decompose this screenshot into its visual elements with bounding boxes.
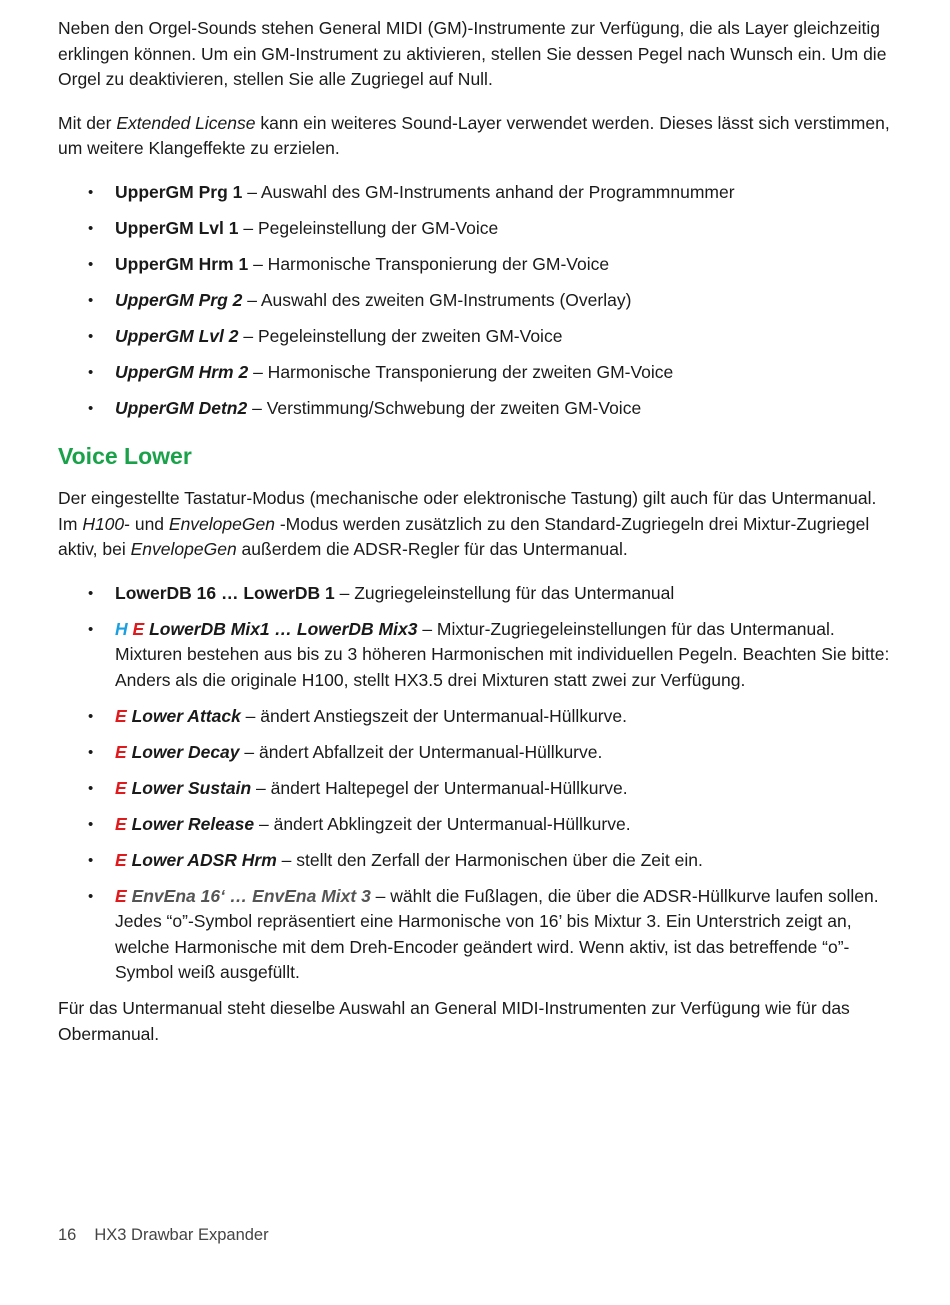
envelopegen-mode-tag: E	[115, 777, 127, 798]
list-item: • UpperGM Prg 2 – Auswahl des zweiten GM-Instruments (Overlay)	[58, 288, 898, 314]
bullet: •	[88, 815, 94, 833]
intro-paragraph-2: Mit der Extended License kann ein weiteres Sound-Layer verwendet werden. Dieses lässt sich verstimmen, um weitere Klangeffekte zu erzielen.	[58, 112, 890, 158]
bullet: •	[88, 255, 94, 273]
list-item: • UpperGM Lvl 1 – Pegeleinstellung der GM-Voice	[58, 216, 898, 242]
bullet: •	[88, 183, 94, 201]
list-item: • E Lower Release – ändert Abklingzeit der Untermanual-Hüllkurve.	[58, 812, 898, 838]
list-item: • UpperGM Prg 1 – Auswahl des GM-Instruments anhand der Programmnummer	[58, 180, 898, 206]
bullet: •	[88, 399, 94, 417]
bullet: •	[88, 291, 94, 309]
h100-mode-tag: H	[115, 618, 128, 639]
envelopegen-mode-tag: E	[115, 705, 127, 726]
list-item: • UpperGM Hrm 1 – Harmonische Transponierung der GM-Voice	[58, 252, 898, 278]
list-item: • E EnvEna 16‘ … EnvEna Mixt 3 – wählt die Fußlagen, die über die ADSR-Hüllkurve laufen sollen. Jedes “o”-Symbol repräsentiert eine Harmonische von 16’ bis Mixtur 3. Ein Unterstrich zeigt an, welche Harmonische mit dem Dreh-Encoder geändert wird. Wenn aktiv, ist das betreffende “o”-Symbol weiß ausgefüllt.	[88, 885, 879, 982]
bullet: •	[88, 887, 94, 905]
envelopegen-mode-tag: E	[115, 885, 127, 906]
bullet: •	[88, 779, 94, 797]
list-item: • UpperGM Lvl 2 – Pegeleinstellung der zweiten GM-Voice	[58, 324, 898, 350]
bullet: •	[88, 363, 94, 381]
bullet: •	[88, 620, 94, 638]
bullet: •	[88, 743, 94, 761]
list-item: • E Lower Attack – ändert Anstiegszeit der Untermanual-Hüllkurve.	[58, 704, 898, 730]
envelopegen-mode-tag: E	[115, 813, 127, 834]
section-heading: Voice Lower	[58, 443, 192, 469]
lower-voice-list	[58, 581, 898, 986]
intro-paragraph-1: Neben den Orgel-Sounds stehen General MIDI (GM)-Instrumente zur Verfügung, die als Layer gleichzeitig erklingen können. Um ein GM-Instrument zu aktivieren, stellen Sie dessen Pegel nach Wunsch ein. Um die Orgel zu deaktivieren, stellen Sie alle Zugriegel auf Null.	[58, 18, 887, 89]
upper-gm-list	[58, 180, 898, 422]
list-item: • E Lower Sustain – ändert Haltepegel der Untermanual-Hüllkurve.	[58, 776, 898, 802]
footer-title: HX3 Drawbar Expander	[94, 1226, 269, 1244]
page-footer	[58, 1226, 287, 1245]
list-item: • E Lower Decay – ändert Abfallzeit der Untermanual-Hüllkurve.	[58, 740, 898, 766]
bullet: •	[88, 327, 94, 345]
lower-intro-paragraph: Der eingestellte Tastatur-Modus (mechanische oder elektronische Tastung) gilt auch für das Untermanual. Im H100- und EnvelopeGen -Modus werden zusätzlich zu den Standard-Zugriegeln drei Mixtur-Zugriegel aktiv, bei EnvelopeGen außerdem die ADSR-Regler für das Untermanual.	[58, 488, 877, 559]
bullet: •	[88, 707, 94, 725]
envelopegen-mode-tag: E	[115, 849, 127, 870]
list-item: • E Lower ADSR Hrm – stellt den Zerfall der Harmonischen über die Zeit ein.	[58, 848, 898, 874]
envelopegen-mode-tag: E	[132, 618, 145, 639]
bullet: •	[88, 219, 94, 237]
document-page	[58, 16, 898, 1065]
extended-license-term: Extended License	[116, 112, 256, 133]
list-item: • H E LowerDB Mix1 … LowerDB Mix3 – Mixtur-Zugriegeleinstellungen für das Untermanual. Mixturen bestehen aus bis zu 3 höheren Harmonischen mit individuellen Pegeln. Beachten Sie bitte: Anders als die originale H100, stellt HX3.5 drei Mixturen statt zwei zur Verfügung.	[88, 618, 890, 690]
list-item: • UpperGM Detn2 – Verstimmung/Schwebung der zweiten GM-Voice	[58, 396, 898, 422]
bullet: •	[88, 851, 94, 869]
list-item: • UpperGM Hrm 2 – Harmonische Transponierung der zweiten GM-Voice	[58, 360, 898, 386]
bullet: •	[88, 584, 94, 602]
closing-paragraph: Für das Untermanual steht dieselbe Auswahl an General MIDI-Instrumenten zur Verfügung wie für das Obermanual.	[58, 998, 850, 1044]
envelopegen-mode-tag: E	[115, 741, 127, 762]
list-item: • LowerDB 16 … LowerDB 1 – Zugriegeleinstellung für das Untermanual	[58, 581, 898, 607]
page-number: 16	[58, 1226, 77, 1244]
